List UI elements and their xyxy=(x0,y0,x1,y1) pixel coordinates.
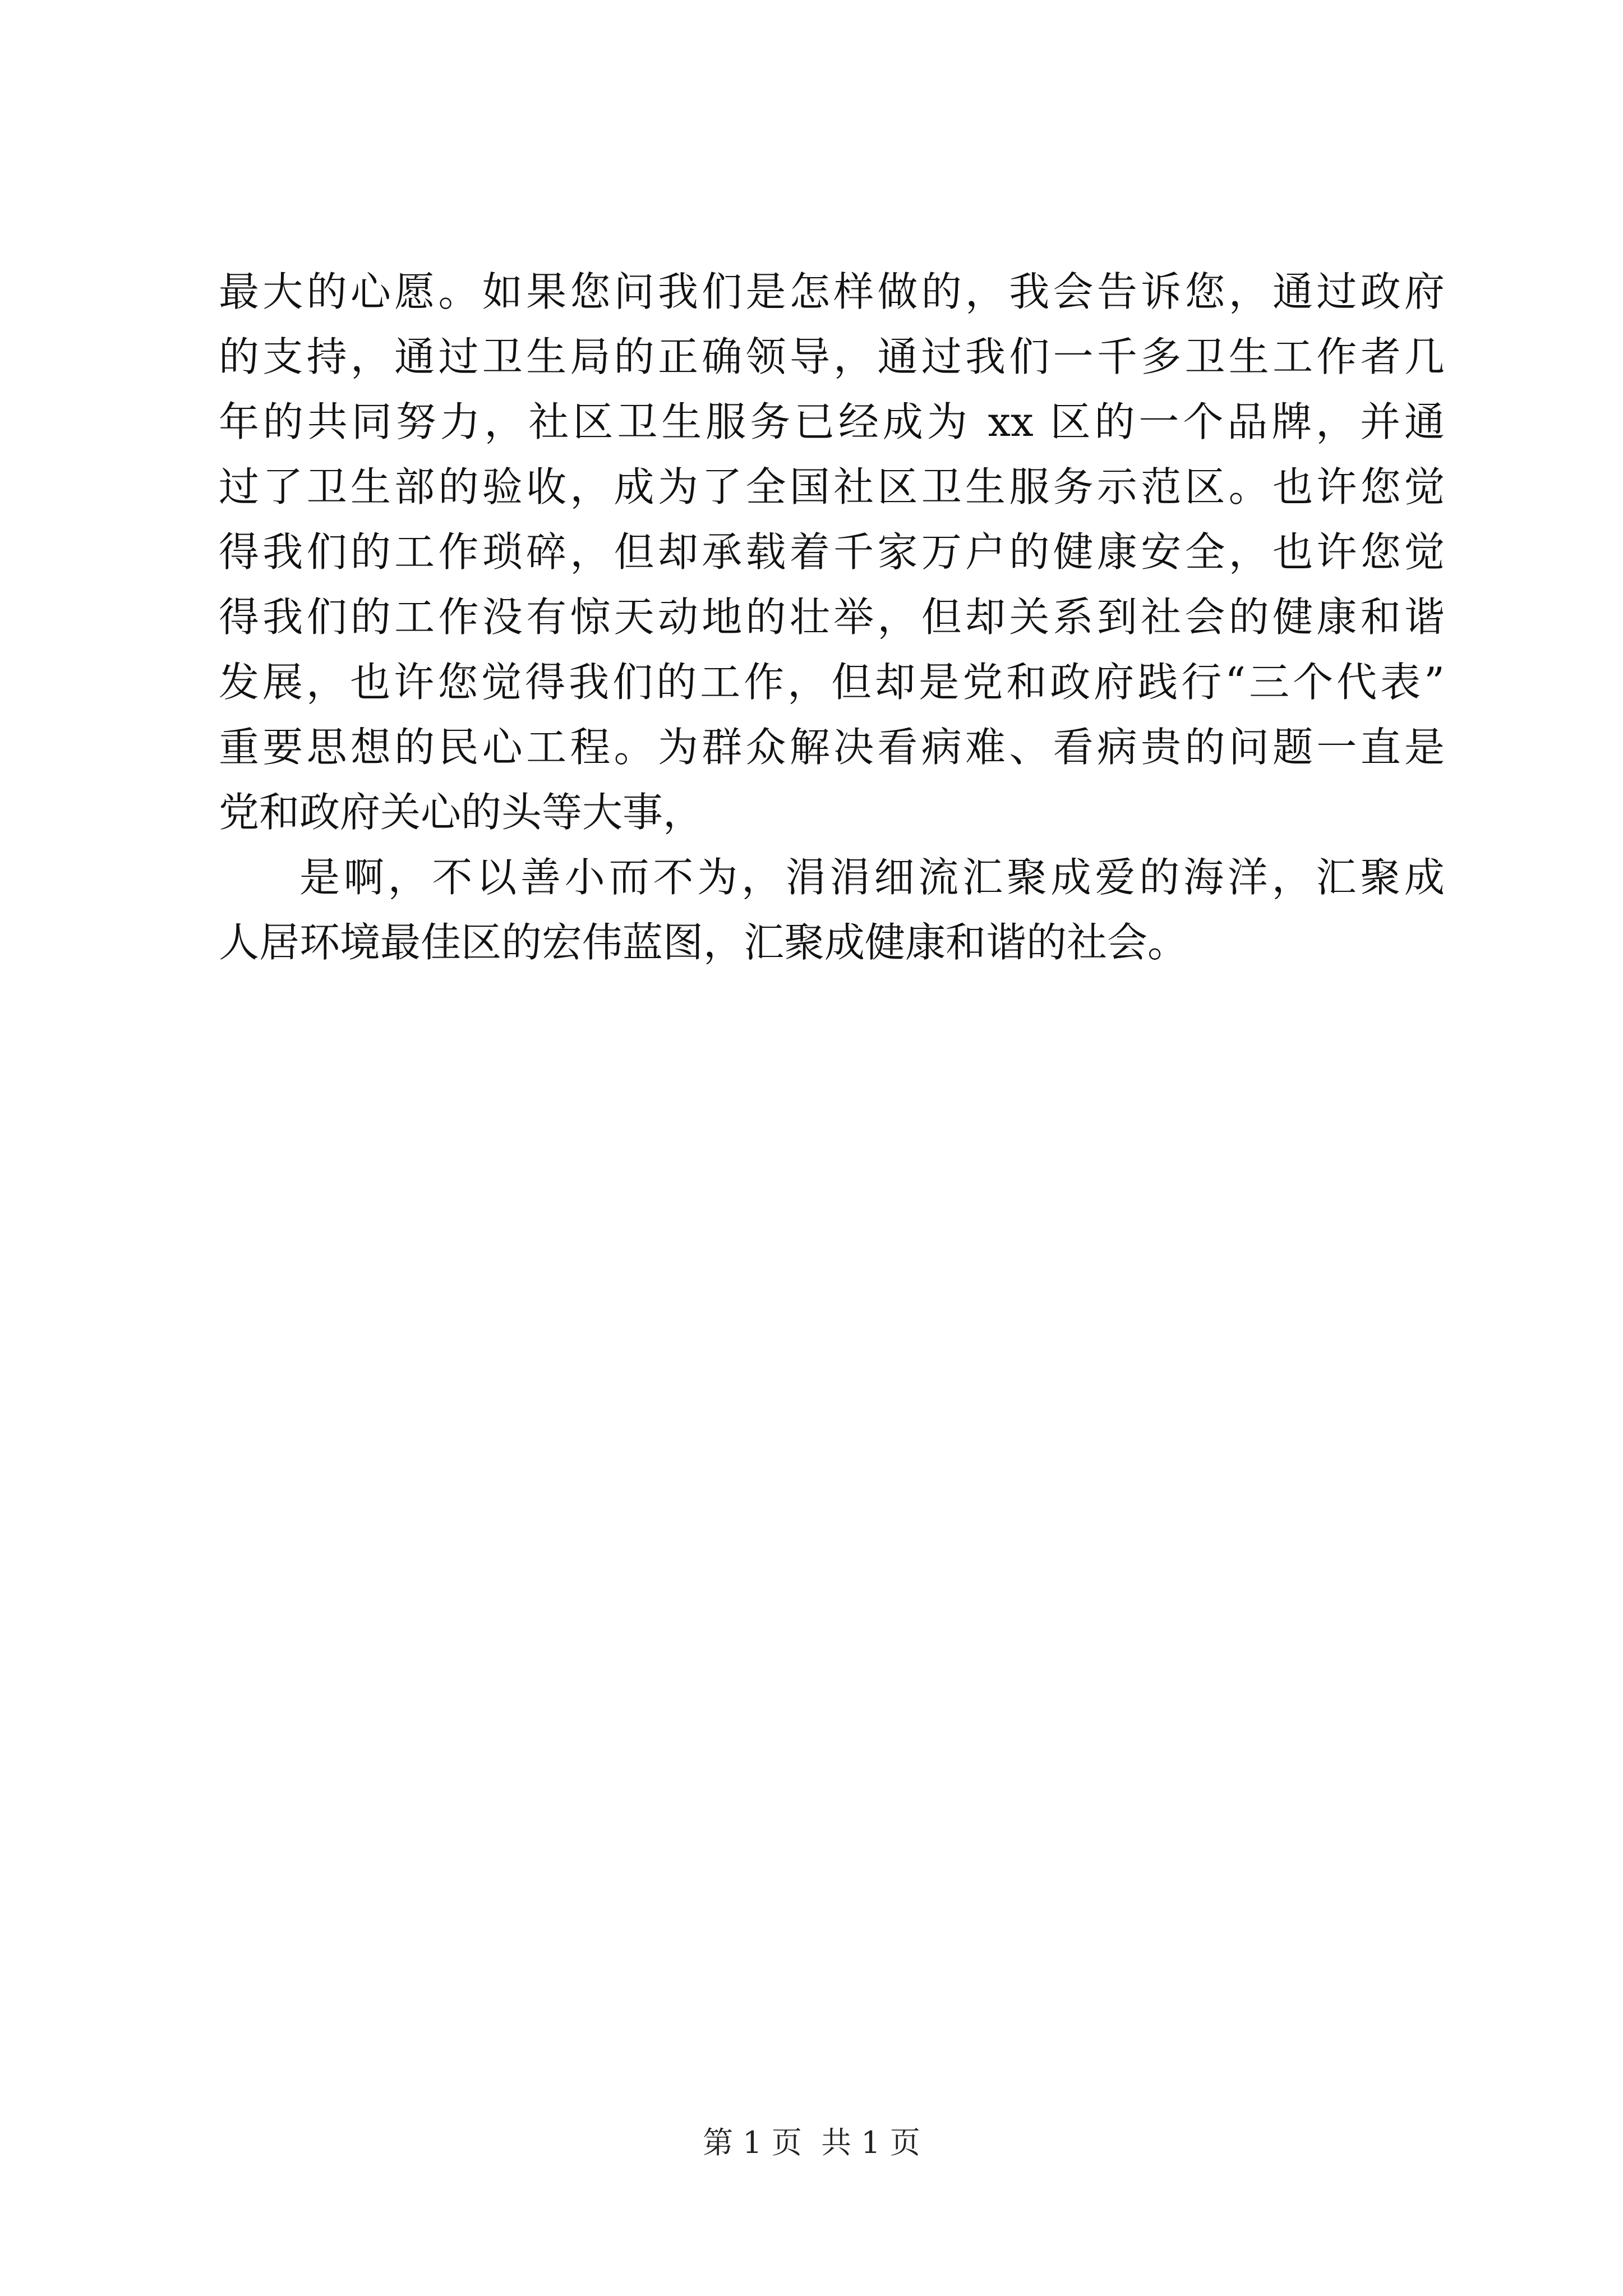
text-line: 党和政府关心的头等大事， xyxy=(219,789,704,836)
text-line: 是啊，不以善小而不为，涓涓细流汇聚成爱的海洋，汇聚成 xyxy=(299,854,1445,901)
paragraph-1 xyxy=(219,259,1445,845)
page-number: 第 1 页 共 1 页 xyxy=(703,2125,920,2160)
text-line: 得我们的工作没有惊天动地的壮举，但却关系到社会的健康和谐 xyxy=(219,593,1445,641)
text-line: 最大的心愿。如果您问我们是怎样做的，我会告诉您，通过政府 xyxy=(219,268,1445,315)
text-line: 的支持，通过卫生局的正确领导，通过我们一千多卫生工作者几 xyxy=(219,333,1445,380)
document-body xyxy=(219,259,1445,975)
text-line: 人居环境最佳区的宏伟蓝图，汇聚成健康和谐的社会。 xyxy=(219,919,1188,966)
text-line: 过了卫生部的验收，成为了全国社区卫生服务示范区。也许您觉 xyxy=(219,463,1445,510)
text-line: 年的共同努力，社区卫生服务已经成为 xx 区的一个品牌，并通 xyxy=(219,398,1445,445)
paragraph-2 xyxy=(219,845,1445,975)
text-line: 发展，也许您觉得我们的工作，但却是党和政府践行“三个代表” xyxy=(219,659,1445,706)
page-footer xyxy=(0,2125,1623,2161)
text-line: 得我们的工作琐碎，但却承载着千家万户的健康安全，也许您觉 xyxy=(219,528,1445,576)
text-line: 重要思想的民心工程。为群众解决看病难、看病贵的问题一直是 xyxy=(219,724,1445,771)
